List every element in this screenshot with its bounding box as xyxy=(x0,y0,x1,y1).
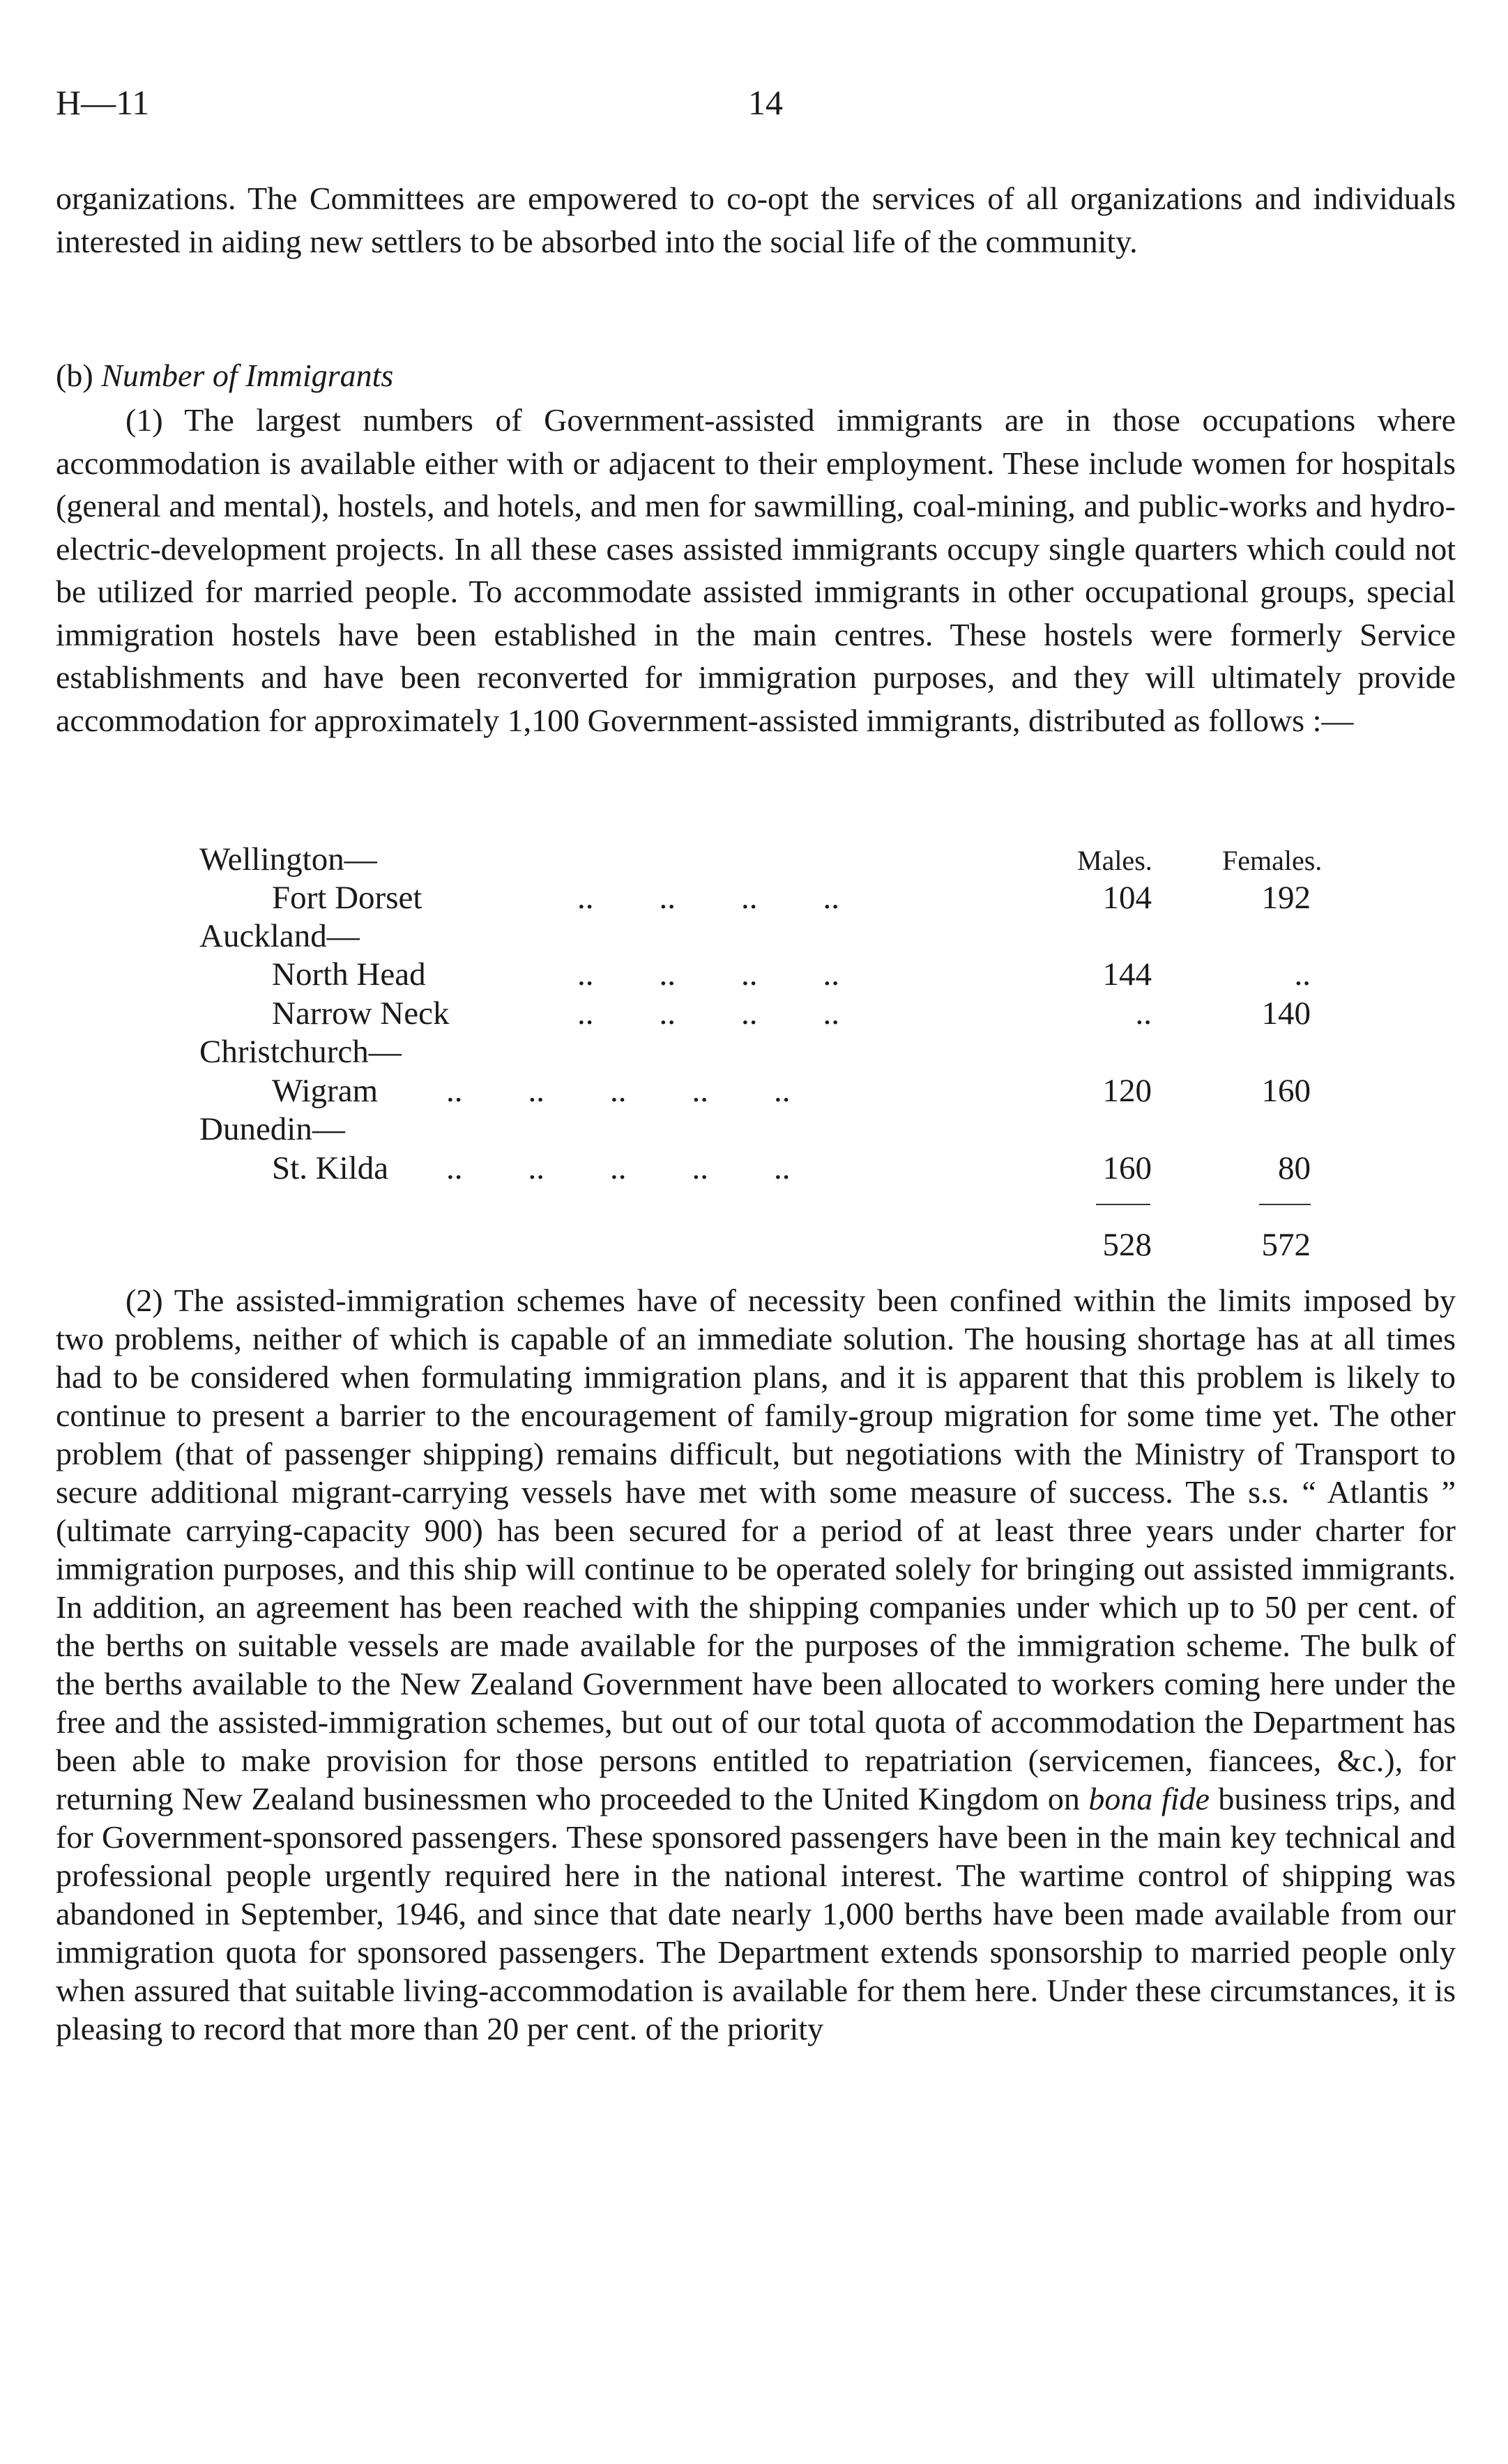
hostel-north-head: North Head xyxy=(272,956,426,993)
males-north-head: 144 xyxy=(1102,956,1152,993)
section-heading-b xyxy=(56,354,393,397)
females-north-head: .. xyxy=(1294,956,1311,993)
leader-dots: .. .. .. .. .. xyxy=(446,1150,791,1186)
total-males: 528 xyxy=(1102,1227,1152,1263)
females-narrow-neck: 140 xyxy=(1261,995,1311,1032)
paragraph-2-text-a: (2) The assisted-immigration schemes have of necessity been confined within the limits imposed by two problems, neither of which is capable of an immediate solution. The housing shortage has at all times had to be considered when formulating immigration plans, and it is apparent that this problem is likely to continue to present a barrier to the encouragement of family-group migration for some time yet. The other problem (that of passenger shipping) remains difficult, but negotiations with the Ministry of Transport to secure additional migrant-carrying vessels have met with some measure of success. The s.s. “ Atlantis ” (ultimate carrying-capacity 900) has been secured for a period of at least three years under charter for immigration purposes, and this ship will continue to be operated solely for bringing out assisted immigrants. In addition, an agreement has been reached with the shipping companies under which up to 50 per cent. of the berths on suitable vessels are made available for the purposes of the immigration scheme. The bulk of the berths available to the New Zealand Government have been allocated to workers coming here under the free and the assisted-immigration schemes, but out of our total quota of accommodation the Department has been able to make provision for those persons entitled to repatriation (servicemen, fiancees, &c.), for returning New Zealand businessmen who proceeded to the United Kingdom on xyxy=(56,1283,1456,1816)
page-number: 14 xyxy=(748,83,783,122)
leader-dots: .. .. .. .. xyxy=(577,995,839,1032)
males-narrow-neck: .. xyxy=(1135,995,1152,1032)
leader-dots: .. .. .. .. xyxy=(577,880,839,916)
hostel-fort-dorset: Fort Dorset xyxy=(272,880,422,916)
region-wellington: Wellington— xyxy=(199,841,377,878)
region-dunedin: Dunedin— xyxy=(199,1111,345,1147)
females-wigram: 160 xyxy=(1261,1073,1311,1109)
leader-dots: .. .. .. .. xyxy=(577,956,839,993)
region-christchurch: Christchurch— xyxy=(199,1034,402,1070)
paragraph-1: (1) The largest numbers of Government-assisted immigrants are in those occupations where accommodation is available either with or adjacent to their employment. These include women for hospitals (general and mental), hostels, and hotels, and men for sawmilling, coal-mining, and public-works and hydro-electric-development projects. In all these cases assisted immigrants occupy single quarters which could not be utilized for married people. To accommodate assisted immigrants in other occupational groups, special immigration hostels have been established in the main centres. These hostels were formerly Service establishments and have been reconverted for immigration purposes, and they will ultimately provide accommodation for approximately 1,100 Government-assisted immigrants, distributed as follows :— xyxy=(56,402,1456,738)
hostel-wigram: Wigram xyxy=(272,1073,379,1109)
hostel-narrow-neck: Narrow Neck xyxy=(272,995,450,1032)
hostel-st-kilda: St. Kilda xyxy=(272,1150,389,1186)
males-fort-dorset: 104 xyxy=(1102,880,1152,916)
paragraph-2-italic: bona fide xyxy=(1088,1781,1210,1816)
leader-dots: .. .. .. .. .. xyxy=(446,1073,791,1109)
page-header xyxy=(56,82,1450,131)
total-rule-males xyxy=(1096,1204,1150,1205)
paragraph-2 xyxy=(56,1281,1456,2048)
males-st-kilda: 160 xyxy=(1102,1150,1152,1186)
column-header-males: Males. xyxy=(1077,845,1152,876)
females-st-kilda: 80 xyxy=(1278,1150,1311,1186)
paragraph-2-text-b: business trips, and for Government-sponsored passengers. These sponsored passengers have been in the main key technical and professional people urgently required here in the national interest. The wartime control of shipping was abandoned in September, 1946, and since that date nearly 1,000 berths have been made available from our immigration quota for sponsored passengers. The Department extends sponsorship to married people only when assured that suitable living-accommodation is available for them here. Under these circumstances, it is pleasing to record that more than 20 per cent. of the priority xyxy=(56,1781,1456,2046)
column-header-females: Females. xyxy=(1222,845,1323,876)
document-reference: H—11 xyxy=(56,83,150,122)
section-title: Number of Immigrants xyxy=(101,358,394,393)
section-label: (b) xyxy=(56,358,93,393)
region-auckland: Auckland— xyxy=(199,918,360,954)
total-rule-females xyxy=(1259,1204,1311,1205)
total-females: 572 xyxy=(1261,1227,1311,1263)
intro-paragraph: organizations. The Committees are empowered to co-opt the services of all organizations and individuals interested in aiding new settlers to be absorbed into the social life of the community. xyxy=(56,181,1456,259)
females-fort-dorset: 192 xyxy=(1261,880,1311,916)
males-wigram: 120 xyxy=(1102,1073,1152,1109)
